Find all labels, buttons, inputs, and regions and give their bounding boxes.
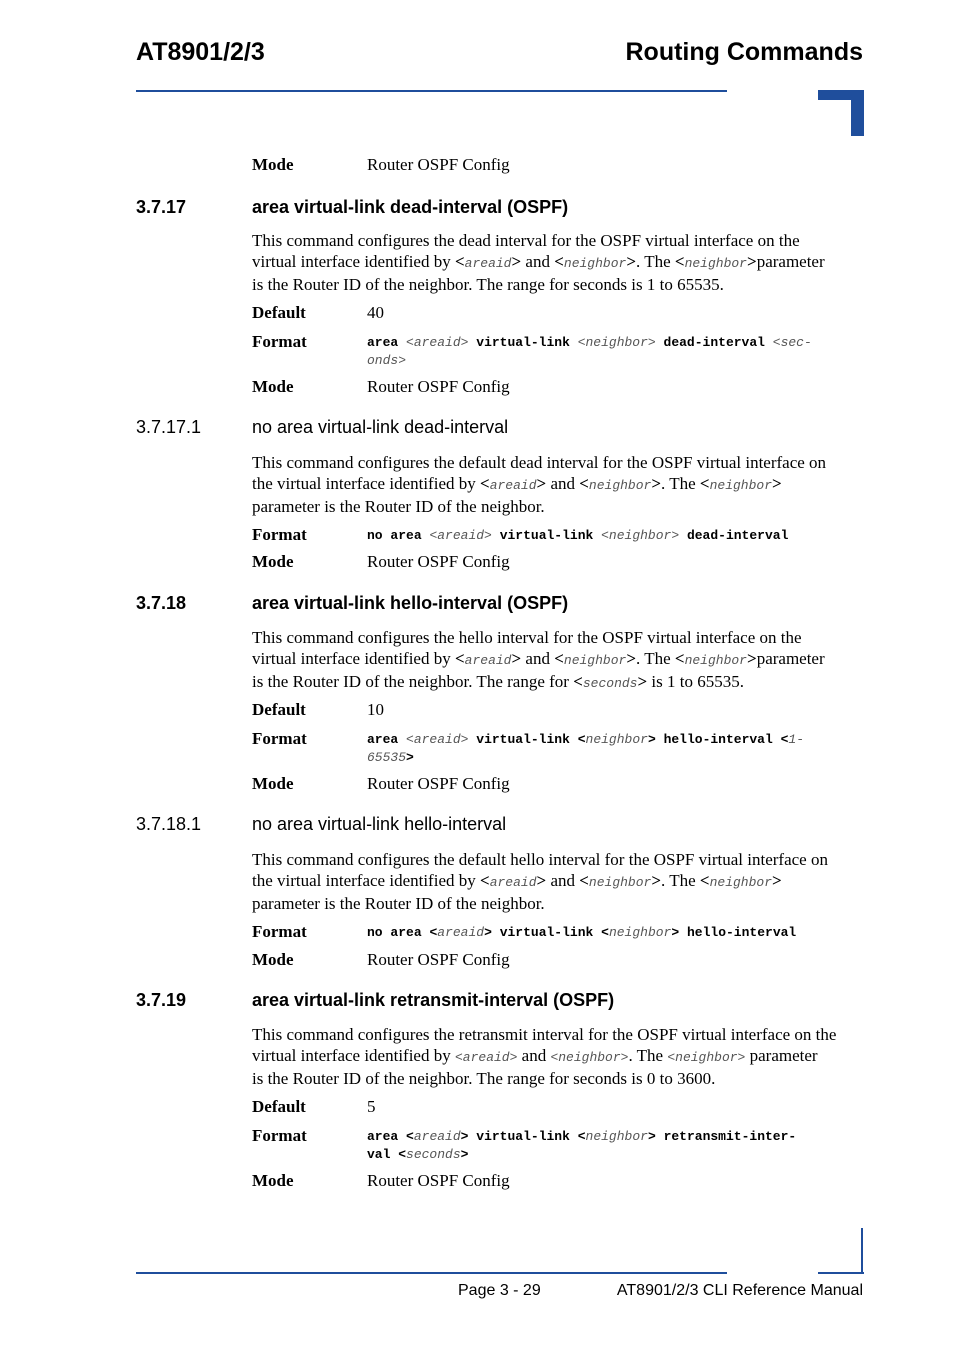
section-title: area virtual-link dead-interval (OSPF): [252, 197, 569, 217]
angle-bracket: >: [651, 474, 662, 493]
angle-bracket: <: [780, 732, 789, 747]
format-label: Format: [252, 1126, 307, 1145]
keyword: dead-interval: [663, 335, 765, 350]
angle-bracket: <: [699, 474, 710, 493]
param-neighbor: neighbor: [709, 875, 773, 890]
angle-bracket: <: [577, 732, 586, 747]
angle-bracket: >: [511, 252, 522, 271]
keyword: area: [367, 732, 399, 747]
angle-bracket: >: [536, 474, 547, 493]
default-value: 5: [367, 1097, 376, 1116]
mode-value: Router OSPF Config: [367, 155, 510, 174]
mode-value: Router OSPF Config: [367, 950, 510, 969]
section-number: 3.7.18: [136, 593, 187, 613]
paragraph-text: . The: [636, 252, 671, 271]
footer-corner-mark: [861, 1228, 863, 1273]
section-number: 3.7.17: [136, 197, 187, 217]
footer-rule-right: [818, 1272, 864, 1274]
keyword: virtual-link: [499, 528, 594, 543]
paragraph-text: parameter: [756, 649, 825, 668]
angle-bracket: >: [647, 732, 656, 747]
paragraph-text: parameter is the Router ID of the neighbor.: [252, 497, 545, 516]
format-label: Format: [252, 332, 307, 351]
keyword: hello-interval: [663, 732, 773, 747]
format-label: Format: [252, 922, 307, 941]
section-number: 3.7.19: [136, 990, 187, 1010]
angle-bracket: >: [626, 252, 637, 271]
paragraph-text: the virtual interface identified by: [252, 474, 476, 493]
paragraph-text: is the Router ID of the neighbor. The range for seconds is 1 to 65535.: [252, 275, 724, 294]
param-neighbor: neighbor: [585, 1129, 648, 1144]
paragraph-text: is the Router ID of the neighbor. The range for seconds is 0 to 3600.: [252, 1069, 716, 1088]
angle-bracket: >: [772, 871, 782, 890]
paragraph-text: parameter: [756, 252, 825, 271]
keyword: area: [367, 335, 399, 350]
keyword: area: [390, 925, 422, 940]
default-label: Default: [252, 303, 306, 322]
format-label: Format: [252, 729, 307, 748]
format-syntax: [367, 924, 864, 942]
param-areaid: areaid: [489, 478, 537, 493]
mode-label: Mode: [252, 155, 294, 174]
mode-label: Mode: [252, 950, 294, 969]
param-neighbor: <neighbor>: [577, 335, 656, 350]
doc-title: AT8901/2/3: [136, 38, 265, 66]
param-neighbor: neighbor: [684, 256, 747, 271]
angle-bracket: >: [747, 649, 757, 668]
paragraph-text: . The: [636, 649, 671, 668]
param-neighbor: <neighbor>: [601, 528, 680, 543]
angle-bracket: <: [554, 649, 564, 668]
paragraph-text: and: [550, 871, 575, 890]
paragraph-text: . The: [661, 474, 696, 493]
angle-bracket: >: [511, 649, 522, 668]
section-description: [252, 627, 864, 694]
angle-bracket: <: [699, 871, 710, 890]
angle-bracket: >: [406, 750, 414, 765]
param-neighbor: neighbor: [588, 875, 652, 890]
param-areaid: areaid: [464, 653, 512, 668]
header-rule: [136, 90, 727, 92]
param-neighbor: neighbor: [709, 478, 773, 493]
paragraph-text: is 1 to 65535.: [651, 672, 744, 691]
param-areaid: areaid: [437, 925, 485, 940]
section-title: no area virtual-link hello-interval: [252, 814, 507, 834]
param-neighbor: neighbor: [608, 925, 672, 940]
mode-label: Mode: [252, 552, 294, 571]
footer-page-number: Page 3 - 29: [458, 1282, 541, 1299]
angle-bracket: >: [747, 252, 757, 271]
default-label: Default: [252, 700, 306, 719]
angle-bracket: <: [674, 252, 685, 271]
angle-bracket: <: [674, 649, 685, 668]
keyword: virtual-link: [476, 335, 570, 350]
angle-bracket: <: [398, 1147, 407, 1162]
format-syntax: [367, 731, 864, 767]
angle-bracket: >: [460, 1129, 469, 1144]
angle-bracket: <: [480, 871, 490, 890]
angle-bracket: >: [637, 672, 648, 691]
angle-bracket: >: [772, 474, 782, 493]
default-value: 40: [367, 303, 384, 322]
param-neighbor: neighbor: [563, 653, 627, 668]
param-areaid: <areaid>: [454, 1050, 518, 1065]
paragraph-text: This command configures the hello interval for the OSPF virtual interface on the: [252, 628, 802, 647]
param-areaid: areaid: [413, 1129, 461, 1144]
angle-bracket: >: [671, 925, 680, 940]
section-number: 3.7.18.1: [136, 814, 202, 834]
angle-bracket: <: [579, 871, 589, 890]
param-neighbor: neighbor: [585, 732, 648, 747]
param-areaid: areaid: [489, 875, 537, 890]
mode-value: Router OSPF Config: [367, 377, 510, 396]
angle-bracket: >: [536, 871, 547, 890]
param-range: 65535: [367, 750, 407, 765]
chapter-title: Routing Commands: [625, 38, 863, 66]
keyword: retransmit-inter-: [663, 1129, 797, 1144]
keyword: no: [367, 925, 383, 940]
default-value: 10: [367, 700, 384, 719]
header-corner-mark-vertical: [851, 90, 864, 136]
section-title: area virtual-link hello-interval (OSPF): [252, 593, 569, 613]
format-syntax: [367, 1128, 864, 1164]
section-description: [252, 230, 864, 295]
mode-label: Mode: [252, 774, 294, 793]
param-neighbor: neighbor: [684, 653, 747, 668]
paragraph-text: is the Router ID of the neighbor. The range for: [252, 672, 569, 691]
paragraph-text: and: [550, 474, 575, 493]
param-areaid: areaid: [464, 256, 512, 271]
section-title: area virtual-link retransmit-interval (OSPF): [252, 990, 615, 1010]
paragraph-text: and: [525, 252, 550, 271]
angle-bracket: >: [647, 1129, 656, 1144]
paragraph-text: and: [521, 1046, 547, 1065]
param-areaid: <areaid>: [406, 732, 469, 747]
param-range: 1-: [788, 732, 805, 747]
section-description: [252, 1024, 864, 1089]
angle-bracket: <: [577, 1129, 586, 1144]
mode-label: Mode: [252, 1171, 294, 1190]
section-title: no area virtual-link dead-interval: [252, 417, 509, 437]
keyword: area: [367, 1129, 399, 1144]
format-syntax: [367, 334, 864, 370]
footer-manual-title: AT8901/2/3 CLI Reference Manual: [616, 1282, 863, 1299]
paragraph-text: parameter: [749, 1046, 818, 1065]
param-areaid: <areaid>: [406, 335, 469, 350]
param-seconds: <sec-: [772, 335, 812, 350]
format-syntax: [367, 527, 864, 545]
footer-rule: [136, 1272, 727, 1274]
paragraph-text: . The: [661, 871, 696, 890]
default-label: Default: [252, 1097, 306, 1116]
keyword: area: [390, 528, 422, 543]
angle-bracket: >: [484, 925, 492, 940]
mode-value: Router OSPF Config: [367, 1171, 510, 1190]
paragraph-text: and: [525, 649, 550, 668]
param-neighbor: <neighbor>: [667, 1050, 746, 1065]
section-number: 3.7.17.1: [136, 417, 202, 437]
angle-bracket: >: [626, 649, 637, 668]
paragraph-text: This command configures the default dead interval for the OSPF virtual interface on: [252, 453, 827, 472]
keyword: virtual-link: [499, 925, 594, 940]
paragraph-text: virtual interface identified by: [252, 649, 451, 668]
mode-label: Mode: [252, 377, 294, 396]
angle-bracket: <: [454, 252, 465, 271]
keyword: no: [367, 528, 383, 543]
param-seconds: seconds: [406, 1147, 461, 1162]
angle-bracket: <: [480, 474, 490, 493]
angle-bracket: <: [573, 672, 583, 691]
param-neighbor: neighbor: [588, 478, 652, 493]
paragraph-text: parameter is the Router ID of the neighbor.: [252, 894, 545, 913]
angle-bracket: >: [460, 1147, 469, 1162]
angle-bracket: >: [651, 871, 662, 890]
param-areaid: <areaid>: [429, 528, 492, 543]
paragraph-text: This command configures the retransmit interval for the OSPF virtual interface on the: [252, 1025, 837, 1044]
keyword: virtual-link: [476, 732, 570, 747]
paragraph-text: the virtual interface identified by: [252, 871, 476, 890]
angle-bracket: <: [406, 1129, 414, 1144]
mode-value: Router OSPF Config: [367, 552, 510, 571]
paragraph-text: virtual interface identified by: [252, 252, 451, 271]
angle-bracket: <: [454, 649, 465, 668]
param-seconds: onds>: [367, 353, 407, 368]
paragraph-text: virtual interface identified by: [252, 1046, 451, 1065]
angle-bracket: <: [554, 252, 564, 271]
paragraph-text: This command configures the dead interval for the OSPF virtual interface on the: [252, 231, 800, 250]
angle-bracket: <: [601, 925, 609, 940]
mode-value: Router OSPF Config: [367, 774, 510, 793]
keyword: virtual-link: [476, 1129, 570, 1144]
paragraph-text: . The: [628, 1046, 664, 1065]
keyword: hello-interval: [687, 925, 797, 940]
keyword: dead-interval: [686, 528, 789, 543]
param-seconds: seconds: [582, 676, 638, 691]
angle-bracket: <: [429, 925, 438, 940]
format-label: Format: [252, 525, 307, 544]
param-neighbor: <neighbor>: [550, 1050, 629, 1065]
section-description: [252, 452, 864, 517]
param-neighbor: neighbor: [563, 256, 627, 271]
angle-bracket: <: [579, 474, 589, 493]
paragraph-text: This command configures the default hello interval for the OSPF virtual interface on: [252, 850, 828, 869]
keyword: val: [367, 1147, 391, 1162]
section-description: [252, 849, 864, 914]
